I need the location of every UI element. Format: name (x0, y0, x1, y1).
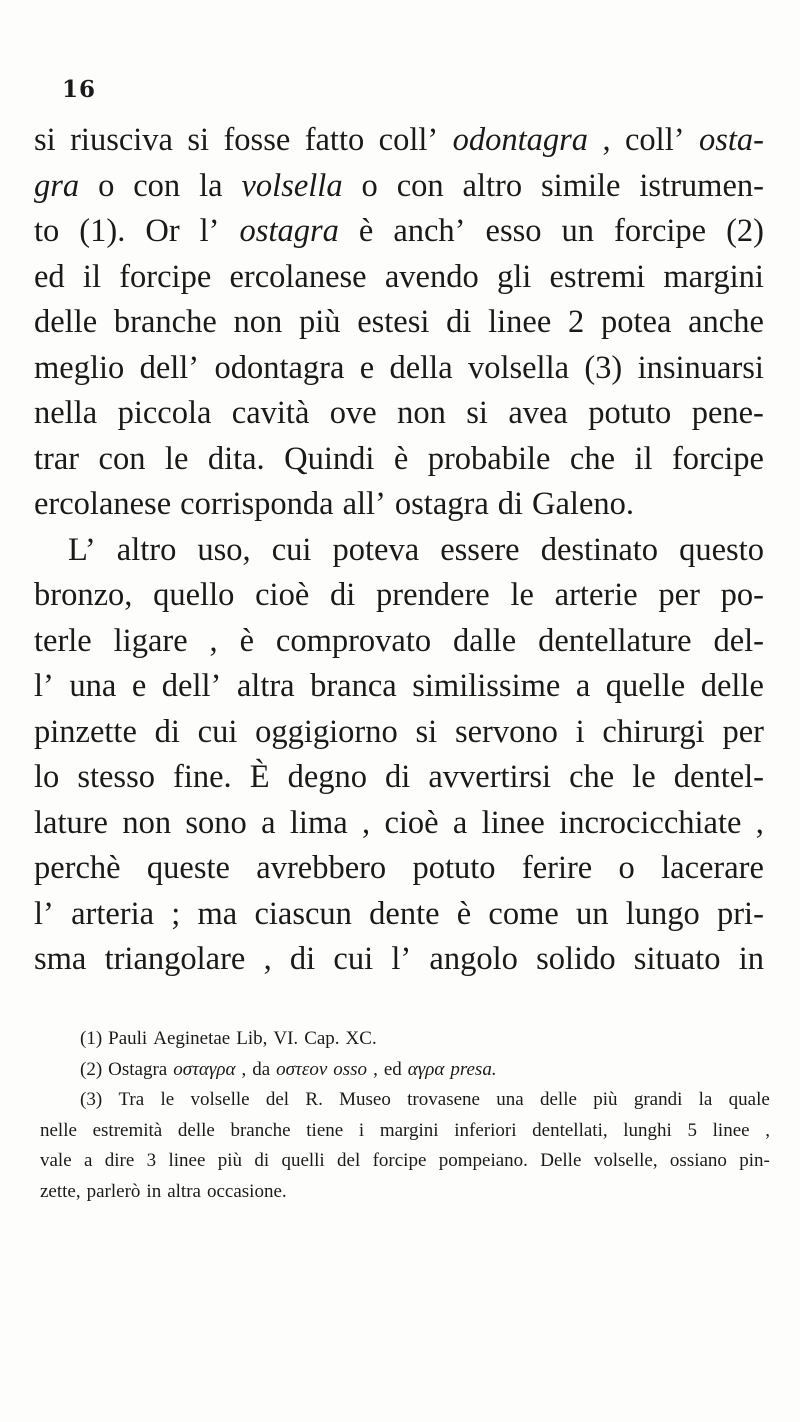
word: a (452, 804, 468, 841)
word: o (98, 167, 115, 204)
word: ma (197, 895, 238, 932)
word: stesso (77, 759, 155, 795)
word: Aeginetae (153, 1028, 231, 1049)
word: odontagra (452, 122, 589, 158)
word: con (98, 440, 146, 477)
word: lo (34, 759, 60, 795)
word: di (289, 941, 316, 977)
word: dente (369, 895, 440, 932)
word: più (217, 1150, 242, 1171)
word: il (634, 440, 653, 477)
word: a (261, 804, 276, 841)
word: Lib, (236, 1028, 268, 1049)
word: gli (496, 258, 532, 295)
text-line (34, 619, 764, 665)
word: VI. (273, 1028, 299, 1049)
word: ; (171, 895, 181, 932)
word: si (466, 395, 488, 431)
word: dentellati, (532, 1119, 608, 1141)
word: i (358, 1119, 365, 1141)
word: forcipe (372, 1150, 427, 1171)
word: grandi (633, 1089, 683, 1110)
word: 2 (568, 304, 585, 340)
word: avea (508, 395, 568, 431)
word: l’ (34, 895, 54, 932)
word: nella (34, 395, 98, 431)
word: o (361, 167, 378, 204)
word: di (385, 759, 411, 795)
text-line (34, 391, 764, 437)
word: osso (333, 1058, 368, 1080)
word: anch’ (393, 213, 466, 249)
word: ossiano (669, 1150, 727, 1171)
word: la (199, 167, 223, 204)
word: 3 (146, 1150, 157, 1171)
word: 5 (687, 1119, 697, 1141)
word: coll’ (625, 122, 685, 158)
word: dentel- (673, 759, 764, 795)
word: l’ (391, 941, 412, 977)
word: anche (688, 304, 764, 340)
word: (1) (80, 1028, 103, 1049)
word: vale (40, 1150, 72, 1171)
word: dire (104, 1150, 135, 1171)
word: simile (541, 167, 621, 204)
word: dell’ (139, 349, 200, 386)
text-line (34, 164, 764, 210)
word: ercolanese (229, 258, 367, 295)
word: fine. (173, 759, 232, 795)
word: istrumen- (639, 167, 764, 204)
word: È (249, 759, 270, 795)
word: cioè (384, 804, 439, 841)
word: quello (153, 577, 235, 613)
word: pompeiano. (438, 1150, 528, 1171)
word: probabile (427, 440, 551, 477)
word: forcipe (614, 213, 707, 249)
word: margini (663, 258, 764, 295)
word: destinato (540, 531, 659, 568)
word: cui (271, 531, 312, 568)
word: osta- (698, 122, 764, 158)
word: pene- (691, 395, 764, 431)
word: fosse (223, 122, 291, 158)
word: per (658, 577, 700, 613)
word: ed (34, 258, 65, 295)
word: è (358, 213, 374, 249)
footnote-line (40, 1116, 770, 1147)
word: forcipe (119, 258, 212, 295)
word: estesi (357, 304, 430, 340)
word: triangolare (104, 941, 246, 977)
word: che (569, 759, 615, 795)
text-line (34, 892, 764, 938)
word: all’ (342, 486, 386, 522)
word: similissime (412, 668, 561, 704)
word: non (397, 395, 446, 431)
word: ed (383, 1058, 402, 1080)
word: nelle (40, 1119, 77, 1141)
word: tiene (306, 1119, 344, 1141)
word: (2) (726, 213, 764, 249)
word: (2) (80, 1058, 103, 1080)
word: con (133, 167, 181, 204)
word: οσταγρα (173, 1058, 236, 1080)
word: essere (440, 531, 520, 568)
page-number: 16 (62, 76, 97, 103)
word: , (241, 1058, 247, 1080)
word: riusciva (70, 122, 173, 158)
word: e (131, 668, 147, 704)
word: situato (633, 941, 721, 977)
word: e (359, 349, 375, 386)
word: ligare (113, 622, 188, 659)
word: meglio (34, 349, 125, 386)
word: linee (712, 1119, 750, 1141)
word: ostagra (239, 213, 339, 249)
word: delle (177, 1119, 215, 1141)
word: del- (713, 622, 764, 659)
word: le (164, 440, 189, 477)
word: è (393, 440, 409, 477)
word: Quindi (284, 440, 375, 477)
word: οστεον (276, 1058, 328, 1080)
text-line (34, 846, 764, 892)
word: quelle (605, 668, 686, 704)
word: delle (540, 1089, 577, 1110)
word: presa. (450, 1058, 497, 1080)
word: la (698, 1089, 713, 1110)
word: piccola (117, 395, 212, 431)
word: potuto (412, 850, 496, 886)
word: Pauli (108, 1028, 148, 1049)
word: delle (34, 304, 98, 340)
word: prendere (376, 577, 490, 613)
word: uso, (197, 531, 251, 568)
word: non (233, 304, 283, 340)
word: Galeno. (532, 486, 635, 522)
footnote-line (40, 1024, 770, 1055)
word: in (738, 941, 764, 977)
word: , (602, 122, 611, 158)
word: più (593, 1089, 618, 1110)
footnote-line (40, 1085, 770, 1116)
word: po- (720, 577, 764, 613)
text-line (34, 255, 764, 301)
word: per (722, 713, 764, 750)
word: di (330, 577, 356, 613)
word: una (69, 668, 117, 704)
word: potea (600, 304, 672, 340)
word: volselle, (593, 1150, 658, 1171)
word: di (154, 713, 180, 750)
text-line (34, 573, 764, 619)
word: servono (454, 713, 558, 750)
word: oggigiorno (255, 713, 398, 750)
word: arterie (554, 577, 638, 613)
word: pri- (716, 895, 764, 932)
word: lunghi (623, 1119, 672, 1141)
word: , (263, 941, 272, 977)
word: un (561, 213, 595, 249)
word: forcipe (671, 440, 764, 477)
word: avrebbero (256, 850, 387, 886)
word: zette, (40, 1180, 81, 1202)
word: to (34, 213, 60, 249)
word: cui (197, 713, 238, 750)
word: i (575, 713, 585, 750)
word: del (265, 1089, 290, 1110)
word: occasione. (206, 1180, 287, 1202)
word: , (373, 1058, 378, 1080)
word: altra (236, 668, 295, 704)
word: altro (116, 531, 177, 568)
word: branche (230, 1119, 291, 1141)
word: avvertirsi (428, 759, 552, 795)
word: lature (34, 804, 108, 841)
word: dalle (453, 622, 517, 659)
word: trovasene (407, 1089, 480, 1110)
word: comprovato (275, 622, 432, 659)
word: degno (287, 759, 368, 795)
word: (1). (79, 213, 126, 249)
word: trar (34, 440, 80, 477)
word: Cap. (304, 1028, 340, 1049)
word: quelli (281, 1150, 325, 1171)
word: sma (34, 941, 87, 977)
word: linee (481, 804, 545, 841)
word: linee (168, 1150, 206, 1171)
word: corrisponda (180, 486, 334, 522)
footnotes (40, 1024, 770, 1207)
word: di (446, 304, 472, 340)
word: un (576, 895, 609, 932)
word: αγρα (407, 1058, 445, 1080)
word: le (510, 577, 534, 613)
word: si (415, 713, 438, 750)
text-line (34, 664, 764, 710)
word: pin- (739, 1150, 770, 1171)
word: perchè (34, 850, 121, 886)
word: dita. (207, 440, 265, 477)
text-line (34, 437, 764, 483)
word: bronzo, (34, 577, 133, 613)
word: non (122, 804, 172, 841)
word: insinuarsi (637, 349, 764, 386)
text-line (34, 118, 764, 164)
word: di (254, 1150, 270, 1171)
word: potuto (588, 395, 672, 431)
word: estremi (549, 258, 646, 295)
word: le (632, 759, 656, 795)
word: solido (536, 941, 616, 977)
text-line (34, 755, 764, 801)
word: di (497, 486, 524, 522)
word: una (496, 1089, 524, 1110)
word: lacerare (661, 850, 764, 886)
word: il (82, 258, 101, 295)
word: , (361, 804, 371, 841)
word: volsella (241, 167, 343, 204)
word: sono (185, 804, 247, 841)
word: che (569, 440, 615, 477)
word: volsella (467, 349, 570, 386)
word: chirurgi (602, 713, 705, 750)
word: (3) (80, 1089, 103, 1110)
word: odontagra (214, 349, 345, 386)
word: terle (34, 622, 92, 659)
word: , (755, 804, 764, 841)
word: branca (310, 668, 397, 704)
word: è (456, 895, 472, 932)
word: Tra (118, 1089, 145, 1110)
word: dentellature (538, 622, 692, 659)
word: XC. (345, 1028, 377, 1049)
word: le (160, 1089, 175, 1110)
word: dell’ (161, 668, 222, 704)
word: Or (145, 213, 180, 249)
word: Ostagra (108, 1058, 168, 1080)
text-line (34, 801, 764, 847)
word: è (239, 622, 254, 659)
word: ciascun (254, 895, 352, 932)
footnote-line (40, 1146, 770, 1177)
word: esso (485, 213, 542, 249)
text-line (34, 528, 764, 574)
word: quale (728, 1089, 770, 1110)
word: parlerò (86, 1180, 141, 1202)
word: delle (700, 668, 764, 704)
word: l’ (199, 213, 220, 249)
word: questo (679, 531, 764, 568)
word: cui (333, 941, 374, 977)
footnote-line (40, 1055, 770, 1086)
word: estremità (92, 1119, 163, 1141)
word: avendo (384, 258, 479, 295)
word: con (396, 167, 444, 204)
word: coll’ (378, 122, 439, 158)
word: ferire (521, 850, 593, 886)
word: lungo (625, 895, 700, 932)
word: l’ (34, 668, 54, 704)
text-line (34, 346, 764, 392)
word: gra (34, 167, 80, 204)
word: Delle (540, 1150, 582, 1171)
word: inferiori (454, 1119, 517, 1141)
word: ercolanese (34, 486, 172, 522)
word: a (575, 668, 591, 704)
word: , (209, 622, 218, 659)
word: branche (113, 304, 217, 340)
text-line (34, 710, 764, 756)
word: cavità (231, 395, 310, 431)
word: altra (167, 1180, 201, 1202)
word: fatto (304, 122, 365, 158)
word: del (337, 1150, 361, 1171)
word: , (765, 1119, 770, 1141)
word: incrocicchiate (559, 804, 742, 841)
body-text (34, 118, 764, 983)
word: altro (462, 167, 523, 204)
word: pinzette (34, 713, 137, 750)
word: poteva (332, 531, 420, 568)
word: o (618, 850, 635, 886)
word: in (146, 1180, 162, 1202)
word: L’ (68, 531, 96, 568)
word: cioè (255, 577, 310, 613)
word: ostagra (394, 486, 489, 522)
word: a (83, 1150, 93, 1171)
word: R. (305, 1089, 323, 1110)
word: da (252, 1058, 271, 1080)
word: si (187, 122, 210, 158)
word: Museo (339, 1089, 391, 1110)
word: della (389, 349, 453, 386)
word: margini (379, 1119, 439, 1141)
word: (3) (584, 349, 623, 386)
text-line (34, 937, 764, 983)
word: come (488, 895, 559, 932)
footnote-line (40, 1177, 770, 1208)
word: ove (329, 395, 377, 431)
word: lima (289, 804, 348, 841)
text-line (34, 300, 764, 346)
word: arteria (71, 895, 155, 932)
text-line (34, 209, 764, 255)
word: più (298, 304, 341, 340)
text-line (34, 482, 764, 528)
word: volselle (190, 1089, 250, 1110)
word: queste (146, 850, 230, 886)
word: angolo (429, 941, 518, 977)
word: linee (488, 304, 552, 340)
word: si (34, 122, 56, 158)
